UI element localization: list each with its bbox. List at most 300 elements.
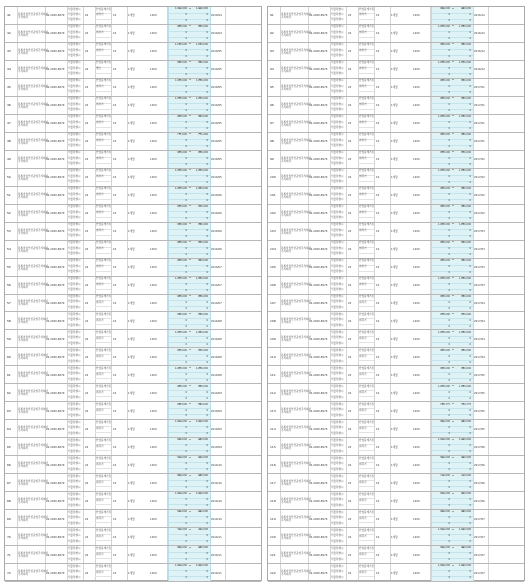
table-row[interactable] <box>5 330 261 348</box>
table-row[interactable] <box>5 312 261 330</box>
comment-marker <box>199 529 201 530</box>
comment-marker <box>452 493 454 494</box>
unit-price: 1200 <box>413 571 420 575</box>
table-row[interactable] <box>268 79 524 97</box>
unit-price: 1200 <box>150 463 157 467</box>
phone-number: 02-2040-8979 <box>46 391 65 395</box>
table-row[interactable] <box>5 564 261 582</box>
table-row[interactable] <box>5 79 261 97</box>
row-number: 42 <box>7 31 11 36</box>
phone-number: 02-2040-8979 <box>46 571 65 575</box>
rate-value: 22 <box>348 68 352 72</box>
phone-number: 02-2040-8979 <box>46 248 65 252</box>
period-unit: 1개월 <box>391 284 398 288</box>
amount-value: 0 <box>185 324 187 328</box>
address-line: 서울특별시 <box>331 557 344 561</box>
item-name: 산업용계기류 <box>359 348 375 352</box>
comment-marker <box>462 421 464 422</box>
table-row[interactable] <box>5 169 261 187</box>
row-number: 52 <box>7 211 11 216</box>
address-line: 서울특별시 <box>68 341 81 345</box>
amount-value: 0 <box>469 552 471 556</box>
amount-value: 0 <box>469 516 471 520</box>
amount-value: 0 <box>469 103 471 107</box>
table-row[interactable] <box>5 348 261 366</box>
rate-value: 22 <box>348 194 352 198</box>
amount-block[interactable] <box>431 546 474 563</box>
amount-block[interactable] <box>431 384 474 401</box>
address-line: 서울특별시 <box>331 234 344 238</box>
table-row[interactable] <box>5 259 261 277</box>
amount-block[interactable] <box>431 241 474 258</box>
table-row[interactable] <box>5 187 261 205</box>
contract-date: 2016/05 <box>211 122 222 126</box>
amount-block[interactable] <box>168 43 211 60</box>
amount-block[interactable] <box>431 61 474 78</box>
table-row[interactable] <box>5 546 261 564</box>
comment-marker <box>179 529 181 530</box>
period-unit: 1개월 <box>128 32 135 36</box>
amount-block[interactable] <box>431 474 474 491</box>
comment-marker <box>179 475 181 476</box>
phone-number: 02-2040-8979 <box>309 104 328 108</box>
company-name: 특종자율안전공업주식회사 <box>18 120 49 124</box>
table-row[interactable] <box>268 295 524 313</box>
table-row[interactable] <box>5 277 261 295</box>
row-number: 55 <box>7 265 11 270</box>
amount-block[interactable] <box>431 366 474 383</box>
comment-marker <box>462 493 464 494</box>
address-line: 서울특별시 <box>331 467 344 471</box>
company-name: 특종자율안전공업주식회사 <box>18 480 49 484</box>
rate-value: 22 <box>348 158 352 162</box>
code-value: 10 <box>376 68 380 72</box>
table-row[interactable] <box>5 295 261 313</box>
contract-date: 2016/05 <box>211 176 222 180</box>
table-row[interactable] <box>268 241 524 259</box>
row-number: 53 <box>7 229 11 234</box>
amount-block[interactable] <box>431 97 474 114</box>
period-unit: 1개월 <box>128 337 135 341</box>
amount-block[interactable] <box>168 312 211 329</box>
table-row[interactable] <box>5 241 261 259</box>
address-line: 서울특별시 <box>331 187 344 191</box>
amount-block[interactable] <box>168 259 211 276</box>
table-row[interactable] <box>268 61 524 79</box>
address-line: 서울특별시 <box>331 420 344 424</box>
amount-value: 0 <box>469 570 471 574</box>
unit-price: 1200 <box>150 481 157 485</box>
address-line: 서울특별시 <box>331 144 344 148</box>
table-row[interactable] <box>268 330 524 348</box>
comment-marker <box>179 565 181 566</box>
table-row[interactable] <box>268 43 524 61</box>
amount-block[interactable] <box>168 205 211 222</box>
item-name: 산업용계기류 <box>359 79 375 83</box>
amount-block[interactable] <box>431 438 474 455</box>
amount-value: 0 <box>185 396 187 400</box>
table-row[interactable] <box>268 187 524 205</box>
item-name: 산업용계기류 <box>96 510 112 514</box>
item-name: 산업용계기류 <box>96 330 112 334</box>
item-name: 위치기 <box>96 31 104 35</box>
table-row[interactable] <box>5 115 261 133</box>
table-row[interactable] <box>268 564 524 582</box>
table-row[interactable] <box>5 97 261 115</box>
amount-block[interactable] <box>431 79 474 96</box>
row-number: 56 <box>7 283 11 288</box>
table-row[interactable] <box>268 510 524 528</box>
amount-block[interactable] <box>168 330 211 347</box>
amount-block[interactable] <box>431 492 474 509</box>
phone-number: 02-2040-8979 <box>309 355 328 359</box>
address-line: 서울특별시 <box>331 456 344 460</box>
comment-marker <box>179 385 181 386</box>
comment-marker <box>452 223 454 224</box>
item-separator <box>358 540 374 541</box>
comment-marker <box>452 421 454 422</box>
item-separator <box>358 342 374 343</box>
company-name-2: 주식회사 <box>18 51 29 55</box>
table-row[interactable] <box>268 25 524 43</box>
amount-value: 0 <box>185 408 187 412</box>
contract-date: 2017/01 <box>474 122 485 126</box>
amount-value: 0 <box>185 432 187 436</box>
table-row[interactable] <box>268 115 524 133</box>
address-line: 서울특별시 <box>68 228 81 232</box>
contract-date: 2016/09 <box>211 445 222 449</box>
row-number: 66 <box>7 462 11 467</box>
amount-block[interactable] <box>168 528 211 545</box>
comment-marker <box>452 439 454 440</box>
address-line: 서울특별시 <box>68 552 81 556</box>
amount-block[interactable] <box>168 564 211 581</box>
unit-price: 1200 <box>413 373 420 377</box>
comment-marker <box>462 61 464 62</box>
item-separator <box>95 289 111 290</box>
comment-marker <box>199 79 201 80</box>
contract-date: 2016/04 <box>211 32 222 36</box>
address-line: 서울특별시 <box>331 341 344 345</box>
phone-number: 02-2040-8979 <box>309 445 328 449</box>
item-separator <box>95 145 111 146</box>
item-name: 산업용계기류 <box>96 97 112 101</box>
amount-value: 0 <box>448 426 450 430</box>
table-row[interactable] <box>5 61 261 79</box>
amount-block[interactable] <box>431 223 474 240</box>
company-name: 특종자율안전공업주식회사 <box>18 552 49 556</box>
company-name-2: 주식회사 <box>281 393 292 397</box>
amount-value: 0 <box>185 55 187 59</box>
amount-value: 0 <box>206 103 208 107</box>
amount-value: 0 <box>469 210 471 214</box>
address-line: 서울특별시 <box>68 126 81 130</box>
address-line: 서울특별시 <box>331 97 344 101</box>
amount-block[interactable] <box>168 492 211 509</box>
period-unit: 1개월 <box>128 194 135 198</box>
amount-block[interactable] <box>431 25 474 42</box>
amount-value: 950,000 <box>461 150 471 154</box>
amount-value: 0 <box>469 198 471 202</box>
amount-value: 710,000 <box>461 474 471 478</box>
address-line: 서울특별시 <box>331 72 344 76</box>
amount-value: 0 <box>206 336 208 340</box>
phone-number: 02-2040-8979 <box>46 535 65 539</box>
table-row[interactable] <box>5 492 261 510</box>
address-line: 서울특별시 <box>331 192 344 196</box>
amount-block[interactable] <box>431 528 474 545</box>
amount-value: 0 <box>185 522 187 526</box>
amount-value: 0 <box>448 67 450 71</box>
amount-value: 0 <box>206 198 208 202</box>
phone-number: 02-2040-8979 <box>46 50 65 54</box>
amount-value: 1,000,000 <box>458 25 471 29</box>
amount-block[interactable] <box>431 151 474 168</box>
amount-value: 0 <box>185 378 187 382</box>
amount-block[interactable] <box>168 241 211 258</box>
address-line: 서울특별시 <box>68 456 81 460</box>
address-line: 서울특별시 <box>68 480 81 484</box>
table-row[interactable] <box>5 456 261 474</box>
amount-block[interactable] <box>168 474 211 491</box>
amount-block[interactable] <box>431 205 474 222</box>
table-row[interactable] <box>268 528 524 546</box>
table-row[interactable] <box>268 7 524 25</box>
table-row[interactable] <box>268 277 524 295</box>
table-row[interactable] <box>5 223 261 241</box>
amount-value: 0 <box>448 246 450 250</box>
comment-marker <box>189 169 191 170</box>
amount-value: 1,050,000 <box>174 97 187 101</box>
amount-block[interactable] <box>431 564 474 581</box>
table-row[interactable] <box>5 43 261 61</box>
item-name: 산업용계기류 <box>96 7 112 11</box>
address-line: 서울특별시 <box>331 79 344 83</box>
table-row[interactable] <box>5 510 261 528</box>
period-unit: 1개월 <box>128 104 135 108</box>
table-row[interactable] <box>5 474 261 492</box>
amount-block[interactable] <box>168 151 211 168</box>
item-separator <box>95 468 111 469</box>
comment-marker <box>462 187 464 188</box>
table-row[interactable] <box>268 97 524 115</box>
amount-block[interactable] <box>431 277 474 294</box>
table-row[interactable] <box>5 366 261 384</box>
contract-date: 2016/08 <box>211 373 222 377</box>
comment-marker <box>452 97 454 98</box>
amount-block[interactable] <box>431 312 474 329</box>
amount-block[interactable] <box>168 97 211 114</box>
comment-marker <box>199 43 201 44</box>
amount-block[interactable] <box>431 402 474 419</box>
company-name-2: 주식회사 <box>18 33 29 37</box>
amount-block[interactable] <box>168 187 211 204</box>
contract-date: 2016/10 <box>211 481 222 485</box>
amount-block[interactable] <box>168 7 211 24</box>
amount-value: 0 <box>448 192 450 196</box>
table-row[interactable] <box>268 133 524 151</box>
address-line: 서울특별시 <box>331 312 344 316</box>
amount-value: 0 <box>206 552 208 556</box>
item-name: 위치기 <box>96 408 104 412</box>
amount-value: 0 <box>469 450 471 454</box>
amount-value: 0 <box>448 144 450 148</box>
amount-block[interactable] <box>168 366 211 383</box>
amount-block[interactable] <box>431 169 474 186</box>
amount-block[interactable] <box>168 133 211 150</box>
comment-marker <box>179 25 181 26</box>
table-row[interactable] <box>268 366 524 384</box>
amount-block[interactable] <box>431 348 474 365</box>
amount-block[interactable] <box>168 456 211 473</box>
table-row[interactable] <box>5 438 261 456</box>
address-line: 서울특별시 <box>331 295 344 298</box>
company-name-2: 주식회사 <box>281 51 292 55</box>
item-name: 위치기 <box>96 444 104 448</box>
comment-marker <box>452 295 454 296</box>
amount-block[interactable] <box>431 115 474 132</box>
address-line: 서울특별시 <box>68 18 81 22</box>
amount-block[interactable] <box>431 133 474 150</box>
amount-value: 1,000,000 <box>437 384 450 388</box>
table-row[interactable] <box>268 312 524 330</box>
table-row[interactable] <box>5 402 261 420</box>
amount-block[interactable] <box>431 7 474 24</box>
rate-value: 22 <box>348 553 352 557</box>
amount-block[interactable] <box>168 546 211 563</box>
row-number: 105 <box>270 265 276 270</box>
table-row[interactable] <box>5 205 261 223</box>
amount-block[interactable] <box>168 510 211 527</box>
table-row[interactable] <box>5 133 261 151</box>
table-row[interactable] <box>268 438 524 456</box>
amount-value: 0 <box>448 486 450 490</box>
amount-value: 0 <box>185 156 187 160</box>
amount-value: 0 <box>206 192 208 196</box>
amount-block[interactable] <box>168 61 211 78</box>
amount-block[interactable] <box>168 277 211 294</box>
address-line: 서울특별시 <box>68 187 81 191</box>
amount-value: 0 <box>206 576 208 580</box>
amount-block[interactable] <box>168 384 211 401</box>
amount-block[interactable] <box>168 348 211 365</box>
amount-value: 769,775 <box>461 402 471 406</box>
amount-block[interactable] <box>168 402 211 419</box>
table-row[interactable] <box>5 384 261 402</box>
table-row[interactable] <box>268 223 524 241</box>
table-row[interactable] <box>268 348 524 366</box>
table-row[interactable] <box>268 259 524 277</box>
table-row[interactable] <box>268 169 524 187</box>
period-unit: 1개월 <box>128 68 135 72</box>
rate-value: 22 <box>85 319 89 323</box>
amount-block[interactable] <box>431 510 474 527</box>
table-row[interactable] <box>268 205 524 223</box>
table-row[interactable] <box>5 7 261 25</box>
item-separator <box>358 73 374 74</box>
address-line: 서울특별시 <box>68 72 81 76</box>
comment-marker <box>199 547 201 548</box>
period-unit: 1개월 <box>391 373 398 377</box>
rate-value: 22 <box>348 50 352 54</box>
item-separator <box>358 522 374 523</box>
amount-block[interactable] <box>168 438 211 455</box>
table-row[interactable] <box>268 456 524 474</box>
period-unit: 1개월 <box>128 158 135 162</box>
company-name: 특종자율안전공업주식회사 <box>281 300 312 304</box>
amount-block[interactable] <box>168 25 211 42</box>
contract-date: 2017/03 <box>474 266 485 270</box>
address-line: 서울특별시 <box>331 241 344 245</box>
contract-date: 2016/07 <box>211 266 222 270</box>
code-value: 10 <box>376 535 380 539</box>
comment-marker <box>452 151 454 152</box>
item-name: 위치기 <box>96 552 104 556</box>
amount-block[interactable] <box>168 115 211 132</box>
table-row[interactable] <box>5 420 261 438</box>
amount-block[interactable] <box>431 43 474 60</box>
amount-block[interactable] <box>431 420 474 437</box>
table-row[interactable] <box>5 528 261 546</box>
table-row[interactable] <box>268 151 524 169</box>
code-value: 10 <box>113 266 117 270</box>
amount-value: 980,000 <box>198 474 208 478</box>
amount-block[interactable] <box>168 79 211 96</box>
table-row[interactable] <box>268 402 524 420</box>
table-row[interactable] <box>5 25 261 43</box>
amount-block[interactable] <box>431 187 474 204</box>
rate-value: 22 <box>348 499 352 503</box>
table-row[interactable] <box>268 492 524 510</box>
row-number: 109 <box>270 336 276 341</box>
period-unit: 1개월 <box>391 248 398 252</box>
amount-block[interactable] <box>168 420 211 437</box>
amount-block[interactable] <box>431 330 474 347</box>
unit-price: 1200 <box>413 499 420 503</box>
unit-price: 1200 <box>150 571 157 575</box>
amount-value: 960,000 <box>461 240 471 244</box>
amount-block[interactable] <box>431 456 474 473</box>
comment-marker <box>189 205 191 206</box>
company-name-2: 주식회사 <box>281 465 292 469</box>
table-row[interactable] <box>268 420 524 438</box>
unit-price: 1200 <box>150 319 157 323</box>
address-line: 서울특별시 <box>331 516 344 520</box>
table-row[interactable] <box>268 474 524 492</box>
rate-value: 22 <box>348 284 352 288</box>
address-line: 서울특별시 <box>331 528 344 532</box>
company-name-2: 주식회사 <box>281 375 292 379</box>
table-row[interactable] <box>268 384 524 402</box>
unit-price: 1200 <box>150 50 157 54</box>
code-value: 10 <box>113 463 117 467</box>
address-line: 서울특별시 <box>68 312 81 316</box>
row-number: 97 <box>270 121 274 126</box>
amount-value: 0 <box>206 37 208 41</box>
item-name: 위치기 <box>359 570 367 574</box>
code-value: 10 <box>113 409 117 413</box>
amount-block[interactable] <box>168 295 211 312</box>
code-value: 10 <box>113 319 117 323</box>
table-row[interactable] <box>5 151 261 169</box>
code-value: 10 <box>376 212 380 216</box>
amount-block[interactable] <box>431 295 474 312</box>
table-row[interactable] <box>268 546 524 564</box>
amount-block[interactable] <box>168 223 211 240</box>
amount-block[interactable] <box>168 169 211 186</box>
comment-marker <box>189 367 191 368</box>
amount-block[interactable] <box>431 259 474 276</box>
